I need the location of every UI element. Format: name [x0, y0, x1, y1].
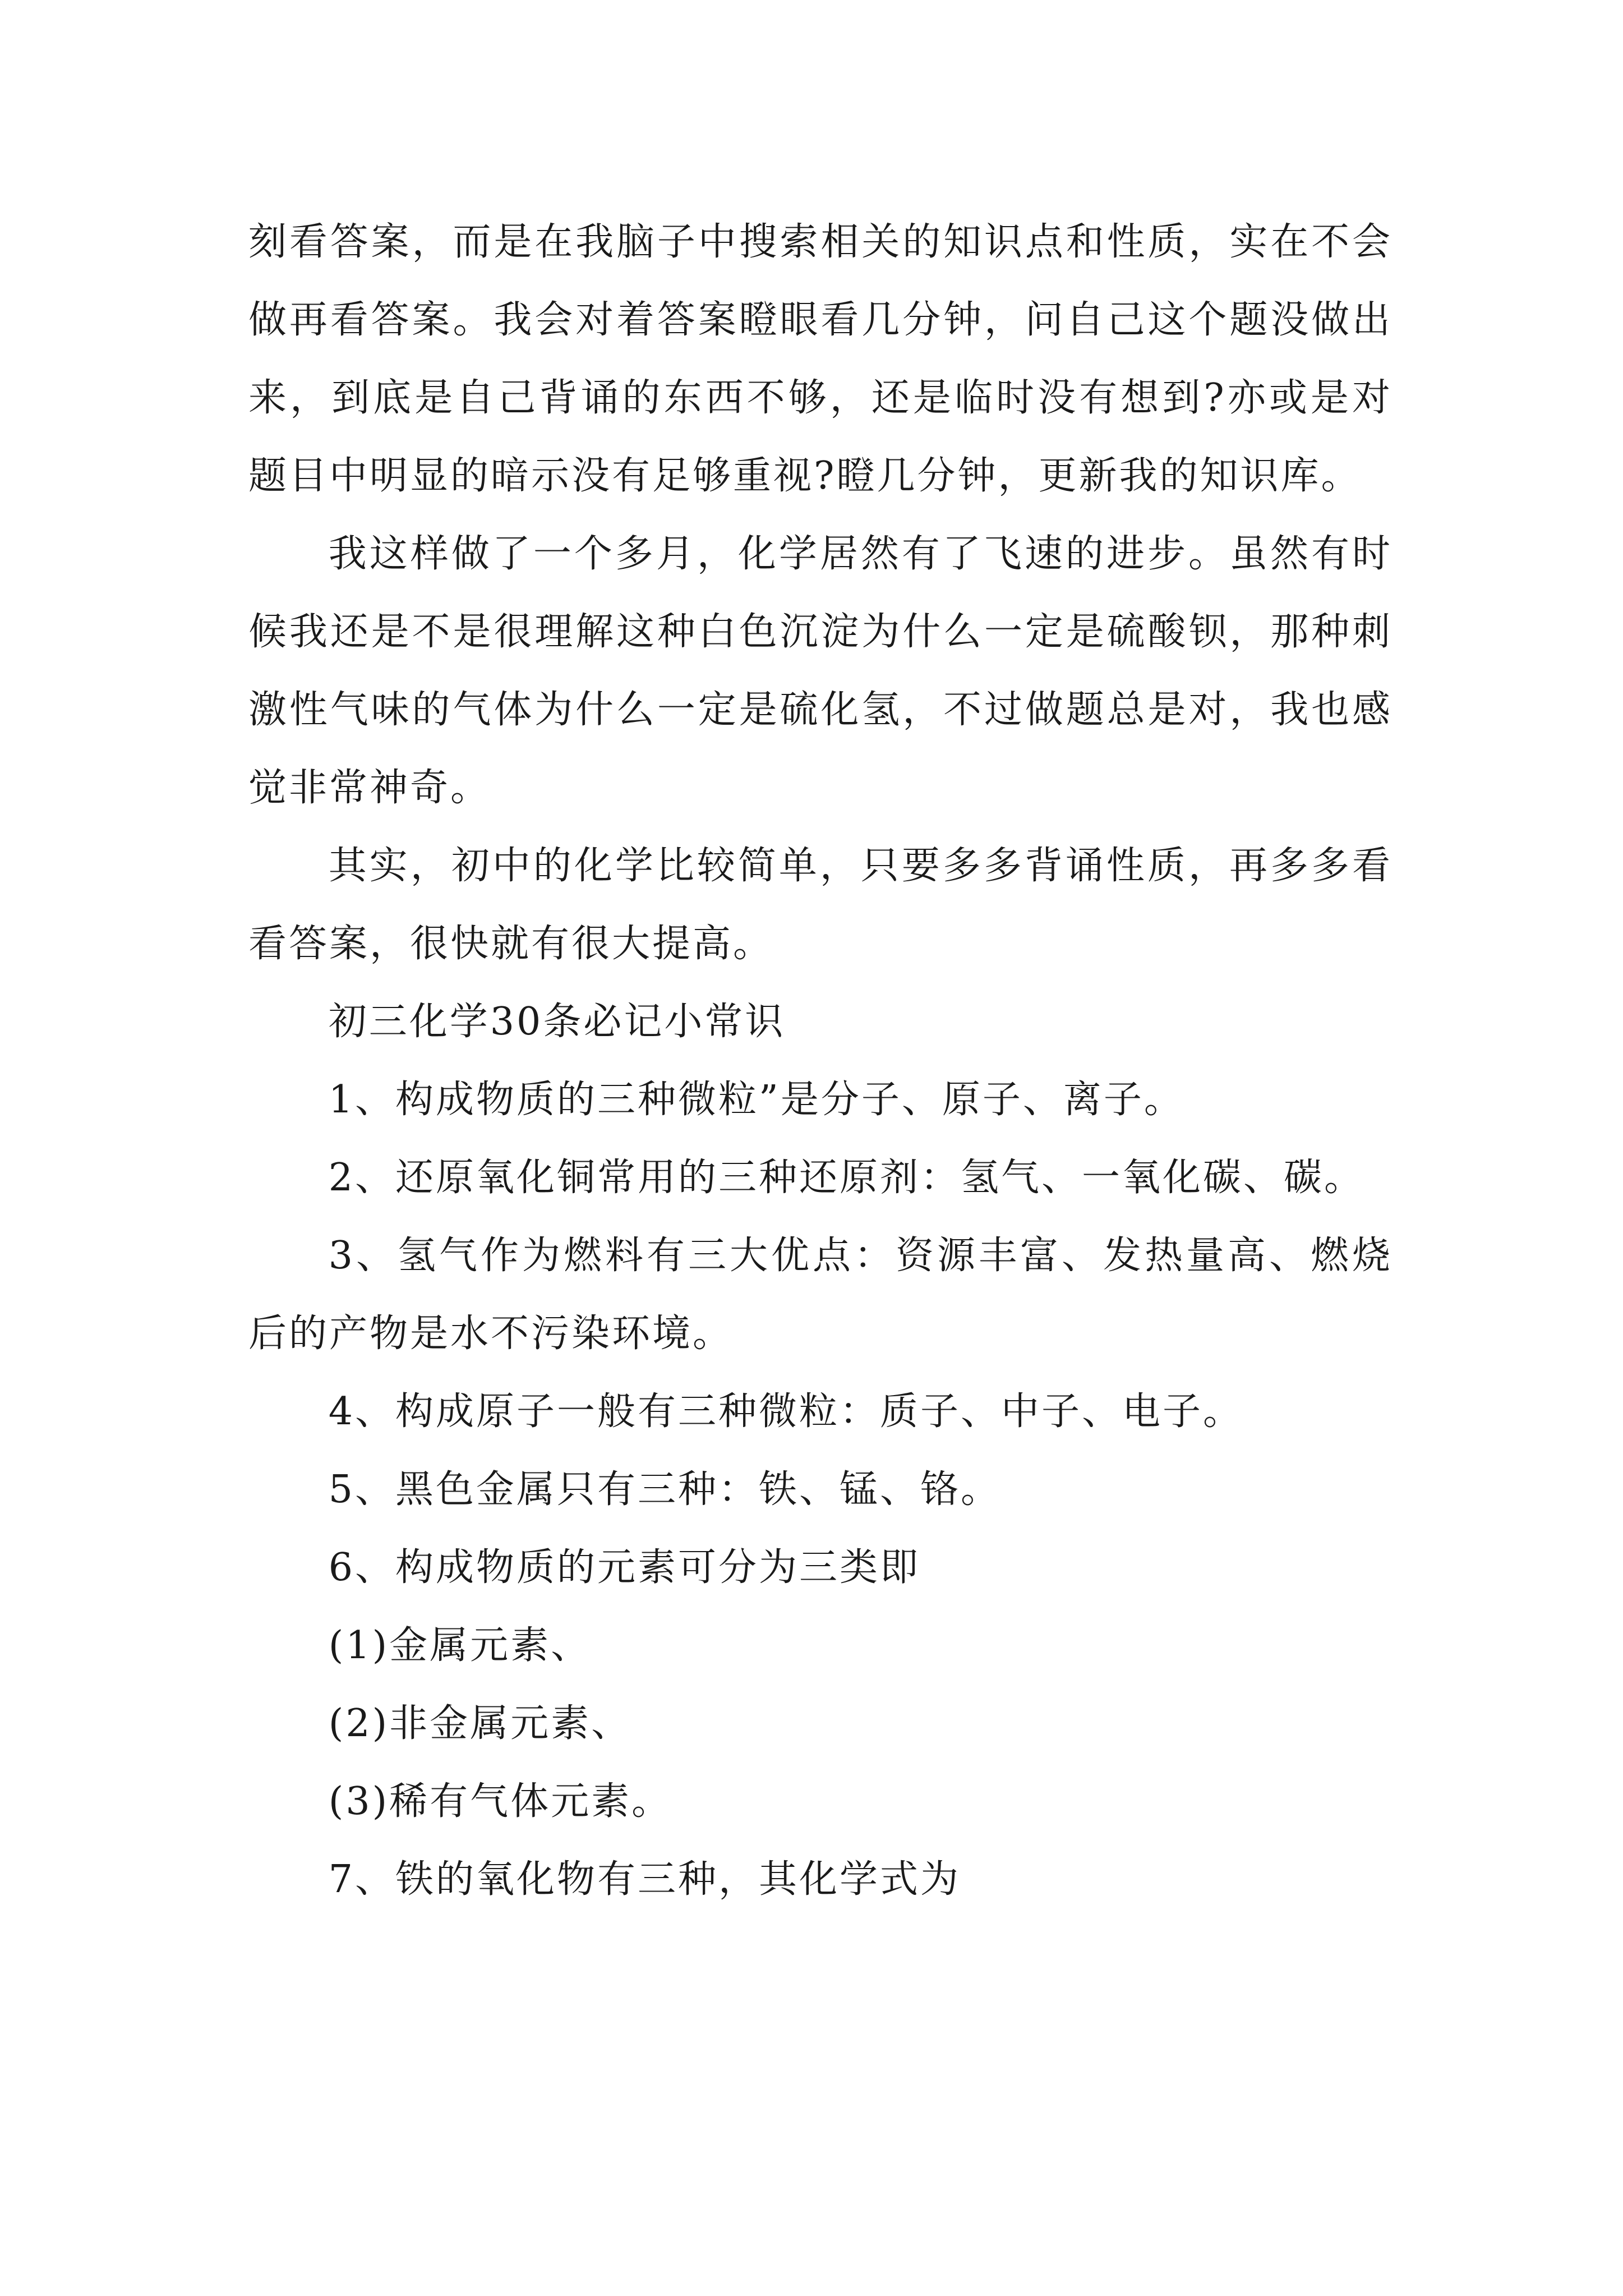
sub-item-3: (3)稀有气体元素。 — [328, 1779, 672, 1824]
paragraph-1: 刻看答案，而是在我脑子中搜索相关的知识点和性质，实在不会做再看答案。我会对着答案瞪眼看几分钟，问自己这个题没做出来，到底是自己背诵的东西不够，还是临时没有想到?亦或是对题目中明显的暗示没有足够重视?瞪几分钟，更新我的知识库。 — [248, 220, 1393, 498]
document-body — [248, 203, 1393, 1918]
section-heading: 初三化学30条必记小常识 — [328, 1000, 786, 1044]
list-item-1: 1、构成物质的三种微粒”是分子、原子、离子。 — [328, 1078, 1184, 1122]
list-item-3: 3、氢气作为燃料有三大优点：资源丰富、发热量高、燃烧后的产物是水不污染环境。 — [248, 1234, 1393, 1356]
sub-item-1: (1)金属元素、 — [328, 1623, 592, 1668]
paragraph-3: 其实，初中的化学比较简单，只要多多背诵性质，再多多看看答案，很快就有很大提高。 — [248, 844, 1393, 966]
list-item-2: 2、还原氧化铜常用的三种还原剂：氢气、一氧化碳、碳。 — [328, 1156, 1365, 1200]
sub-item-2: (2)非金属元素、 — [328, 1701, 632, 1746]
paragraph-2: 我这样做了一个多月，化学居然有了飞速的进步。虽然有时候我还是不是很理解这种白色沉淀为什么一定是硫酸钡，那种刺激性气味的气体为什么一定是硫化氢，不过做题总是对，我也感觉非常神奇。 — [248, 532, 1393, 810]
list-item-4: 4、构成原子一般有三种微粒：质子、中子、电子。 — [328, 1389, 1244, 1434]
list-item-7: 7、铁的氧化物有三种，其化学式为 — [328, 1857, 961, 1902]
list-item-5: 5、黑色金属只有三种：铁、锰、铬。 — [328, 1467, 1002, 1512]
list-item-6: 6、构成物质的元素可分为三类即 — [328, 1545, 921, 1590]
